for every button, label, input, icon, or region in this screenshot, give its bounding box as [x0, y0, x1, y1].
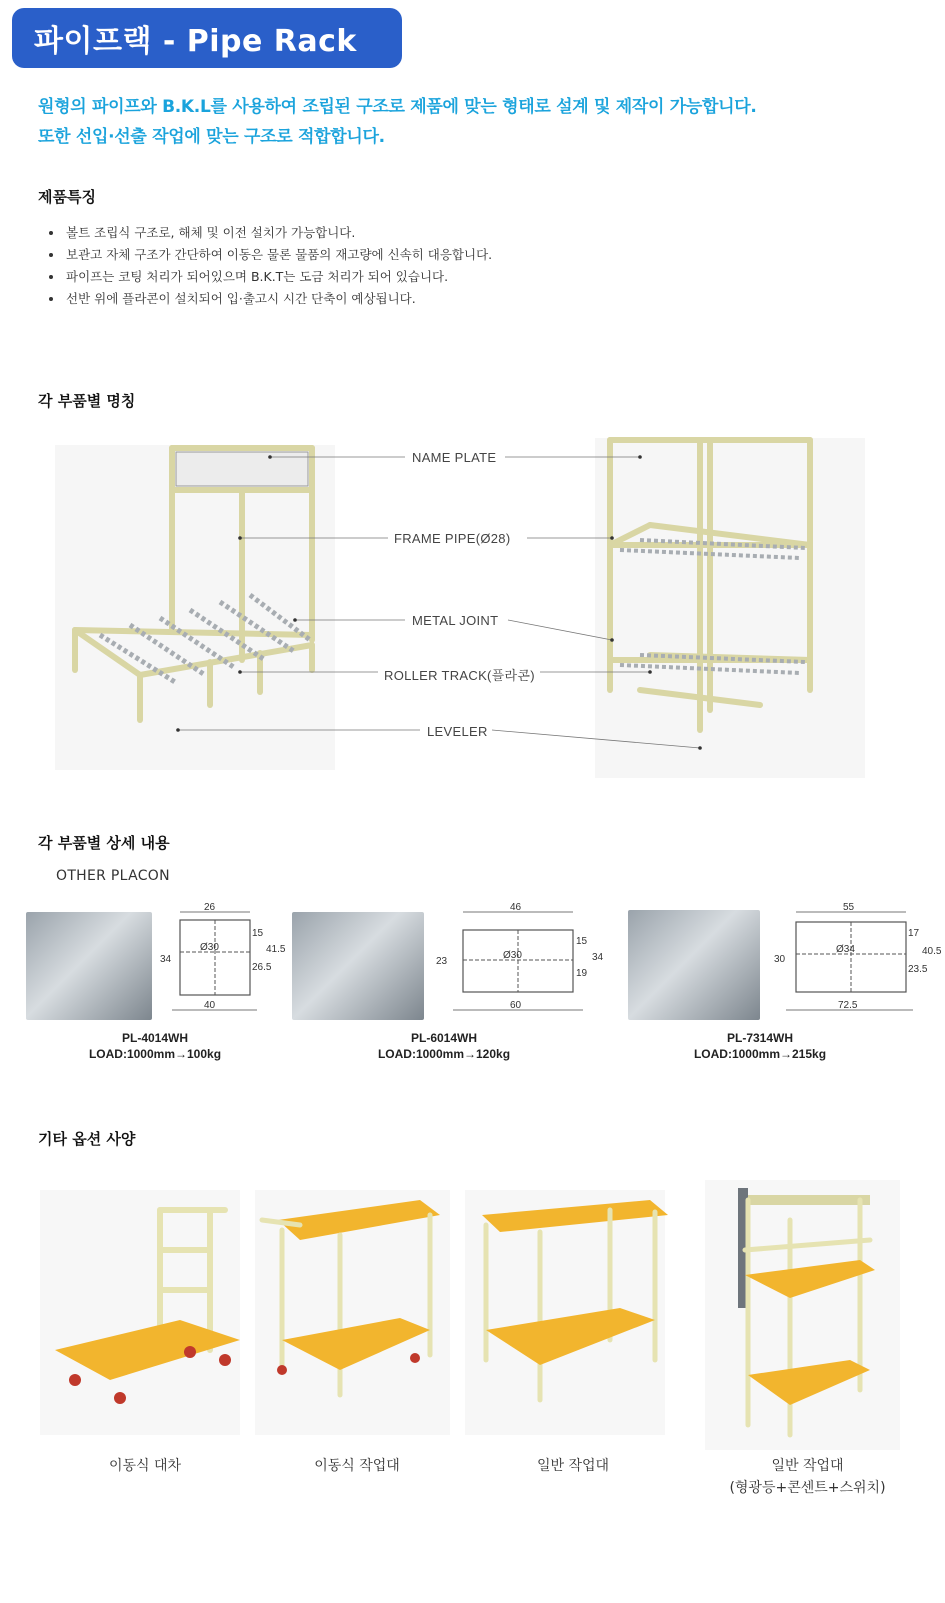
intro-line-2: 또한 선입·선출 작업에 맞는 구조로 적합합니다.: [38, 127, 385, 147]
placon-spec-3: [660, 1030, 860, 1062]
dim-left: 30: [774, 954, 786, 965]
feature-item: • 선반 위에 플라콘이 설치되어 입·출고시 시간 단축이 예상됩니다.: [64, 288, 492, 310]
dim-right-3: 34: [592, 952, 604, 963]
option-caption-main: 이동식 작업대: [314, 1458, 400, 1474]
option-caption-main: 이동식 대차: [108, 1458, 182, 1474]
dim-right-3: 41.5: [266, 944, 286, 955]
options-heading: 기타 옵션 사양: [38, 1130, 136, 1148]
option-caption-4: [705, 1455, 910, 1499]
label-leveler: LEVELER: [427, 724, 488, 739]
dim-right-2: 19: [576, 968, 588, 979]
dim-right-3: 40.5: [922, 946, 942, 957]
placon-drawing-1: [152, 902, 287, 1020]
dim-right-1: 17: [908, 928, 920, 939]
dim-left: 34: [160, 954, 172, 965]
label-name-plate: NAME PLATE: [412, 450, 497, 465]
dim-diameter: Ø34: [836, 944, 855, 955]
dim-right-2: 23.5: [908, 964, 928, 975]
dim-bottom: 40: [204, 1000, 216, 1011]
placon-load: LOAD:1000mm→215kg: [693, 1047, 827, 1061]
placon-spec-1: [55, 1030, 255, 1062]
feature-item: • 볼트 조립식 구조로, 해체 및 이전 설치가 가능합니다.: [64, 222, 492, 244]
page-title: 파이프랙 - Pipe Rack: [12, 8, 402, 68]
details-subheading: OTHER PLACON: [56, 868, 170, 884]
parts-diagram: [0, 430, 945, 790]
placon-drawing-2: [428, 902, 610, 1020]
placon-photo-3: [628, 910, 760, 1020]
option-caption-3: [488, 1455, 658, 1477]
option-caption-1: [60, 1455, 230, 1477]
placon-photo-2: [292, 912, 424, 1020]
placon-model: PL-6014WH: [410, 1031, 478, 1045]
option-caption-main: 일반 작업대: [536, 1458, 610, 1474]
feature-item: • 보관고 자체 구조가 간단하여 이동은 물론 물품의 재고량에 신속히 대응합니다.: [64, 244, 492, 266]
features-list: [42, 222, 492, 310]
dim-top: 46: [510, 902, 522, 913]
placon-photo-1: [26, 912, 152, 1020]
parts-heading: 각 부품별 명칭: [38, 392, 136, 410]
placon-load: LOAD:1000mm→120kg: [377, 1047, 511, 1061]
dim-diameter: Ø30: [200, 942, 219, 953]
features-heading: 제품특징: [38, 188, 96, 206]
dim-right-1: 15: [576, 936, 588, 947]
dim-left: 23: [436, 956, 448, 967]
placon-model: PL-4014WH: [121, 1031, 189, 1045]
option-caption-sub: (형광등+콘센트+스위치): [729, 1480, 886, 1496]
label-frame-pipe: FRAME PIPE(Ø28): [394, 531, 511, 546]
dim-diameter: Ø30: [503, 950, 522, 961]
label-metal-joint: METAL JOINT: [412, 613, 499, 628]
dim-bottom: 60: [510, 1000, 522, 1011]
dim-top: 55: [843, 902, 855, 913]
label-roller-track: ROLLER TRACK(플라콘): [384, 668, 535, 683]
intro-line-1: 원형의 파이프와 B.K.L를 사용하여 조립된 구조로 제품에 맞는 형태로 설계 및 제작이 가능합니다.: [38, 97, 757, 117]
details-heading: 각 부품별 상세 내용: [38, 834, 170, 852]
placon-load: LOAD:1000mm→100kg: [88, 1047, 222, 1061]
dim-top: 26: [204, 902, 216, 913]
dim-right-1: 15: [252, 928, 264, 939]
placon-model: PL-7314WH: [726, 1031, 794, 1045]
dim-right-2: 26.5: [252, 962, 272, 973]
option-caption-main: 일반 작업대: [771, 1458, 844, 1474]
options-illustrations: [0, 1180, 945, 1450]
placon-drawing-3: [768, 902, 942, 1020]
dim-bottom: 72.5: [838, 1000, 858, 1011]
placon-spec-2: [344, 1030, 544, 1062]
option-caption-2: [272, 1455, 442, 1477]
feature-item: • 파이프는 코팅 처리가 되어있으며 B.K.T는 도금 처리가 되어 있습니다.: [64, 266, 492, 288]
